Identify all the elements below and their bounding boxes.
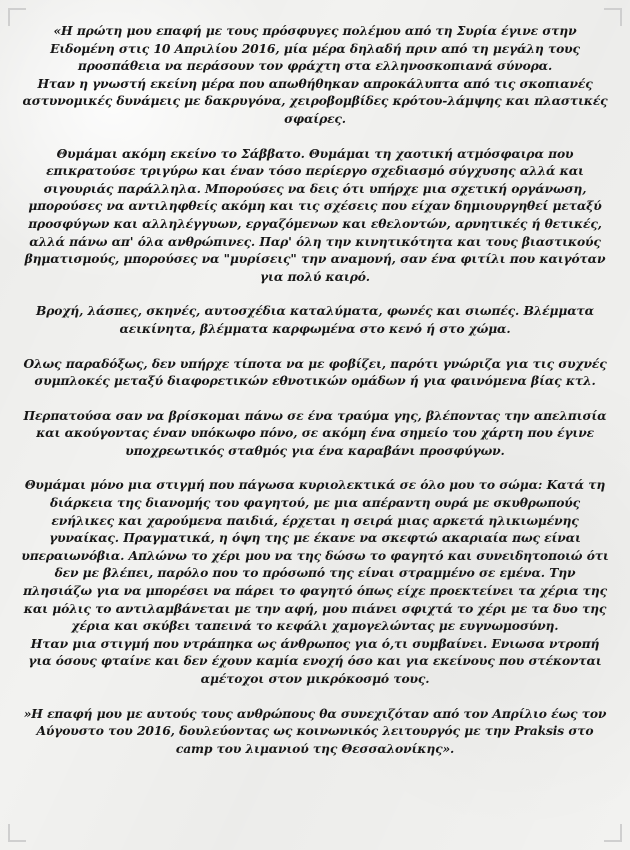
- paragraph-gap: [20, 459, 610, 476]
- paragraph-gap: [20, 285, 610, 302]
- paragraph-gap: [20, 688, 610, 705]
- article-text: [20, 22, 610, 757]
- paragraph-no-fear: Ολως παραδόξως, δεν υπήρχε τίποτα να με φοβίζει, παρότι γνώριζα για τις συχνές συμπλοκές μεταξύ διαφορετικών εθνοτικών ομάδων ή για φαινόμενα βίας κτλ.: [23, 355, 607, 389]
- paragraph-closing: »Η επαφή μου με αυτούς τους ανθρώπους θα συνεχιζόταν από τον Απρίλιο έως τον Αύγουστο του 2016, δουλεύοντας ως κοινωνικός λειτουργός με την Praksis στο camp του λιμανιού της Θεσσαλονίκης».: [23, 705, 607, 756]
- paragraph-gap: [20, 338, 610, 355]
- paragraph-shame: Ηταν μια στιγμή που ντράπηκα ως άνθρωπος για ό,τι συμβαίνει. Ενιωσα ντροπή για όσους φταίνε και δεν έχουν καμία ενοχή όσο και για εκείνους που στέκονται αμέτοχοι στον μικρόκοσμό τους.: [28, 635, 602, 686]
- paragraph-gap: [20, 390, 610, 407]
- paragraph-gap: [20, 128, 610, 145]
- corner-mark-bottom-left: [8, 824, 26, 842]
- paragraph-saturday: Θυμάμαι ακόμη εκείνο το Σάββατο. Θυμάμαι τη χαοτική ατμόσφαιρα που επικρατούσε τριγύρω και έναν τόσο περίεργο σχεδιασμό σύγχυσης αλλά και σιγουριάς παράλληλα. Μπορούσες να δεις ότι υπήρχε μια σχετική οργάνωση, μπορούσες να αντιληφθείς ακόμη και τις σχέσεις που είχαν δημιουργηθεί μεταξύ προσφύγων και αλληλέγγυων, εργαζόμενων και εθελοντών, αρνητικές ή θετικές, αλλά πάνω απ' όλα ανθρώπινες. Παρ' όλη την κινητικότητα και τους βιαστικούς βηματισμούς, μπορούσες να "μυρίσεις" την αναμονή, σαν ένα φιτίλι που καιγόταν για πολύ καιρό.: [24, 145, 606, 284]
- paragraph-moment: Θυμάμαι μόνο μια στιγμή που πάγωσα κυριολεκτικά σε όλο μου το σώμα: Κατά τη διάρκεια της διανομής του φαγητού, με μια απέραντη ουρά με σκυθρωπούς ενήλικες και χαρούμενα παιδιά, έρχεται η σειρά μιας αρκετά ηλικιωμένης γυναίκας. Πραγματικά, η όψη της με έκανε να σκεφτώ ακαριαία πως είναι υπεραιωνόβια. Απλώνω το χέρι μου να της δώσω το φαγητό και συνειδητοποιώ ότι δεν με βλέπει, παρόλο που το πρόσωπό της είναι στραμμένο σε εμένα. Την πλησιάζω για να μπορέσει να πάρει το φαγητό όπως είχε προεκτείνει τα χέρια της και μόλις το αντιλαμβάνεται με την αφή, μου πιάνει σφιχτά το χέρι με τα δυο της χέρια και σκύβει ταπεινά το κεφάλι χαμογελώντας με ευγνωμοσύνη.: [21, 477, 609, 634]
- paragraph-intro: «Η πρώτη μου επαφή με τους πρόσφυγες πολέμου από τη Συρία έγινε στην Ειδομένη στις 10 Απριλίου 2016, μία μέρα δηλαδή πριν από τη μεγάλη τους προσπάθεια να περάσουν τον φράχτη στα ελληνοσκοπιανά σύνορα.: [50, 23, 580, 74]
- corner-mark-bottom-right: [604, 824, 622, 842]
- paragraph-rain: Βροχή, λάσπες, σκηνές, αυτοσχέδια καταλύματα, φωνές και σιωπές. Βλέμματα αεικίνητα, βλέμματα καρφωμένα στο κενό ή στο χώμα.: [36, 303, 594, 336]
- paragraph-trauma: Περπατούσα σαν να βρίσκομαι πάνω σε ένα τραύμα γης, βλέποντας την απελπισία και ακούγοντας έναν υπόκωφο πόνο, σε ακόμη ένα σημείο του χάρτη που έγινε υποχρεωτικός σταθμός για ένα καραβάνι προσφύγων.: [23, 407, 607, 458]
- paragraph-pushback: Ηταν η γνωστή εκείνη μέρα που απωθήθηκαν απροκάλυπτα από τις σκοπιανές αστυνομικές δυνάμεις με δακρυγόνα, χειροβομβίδες κρότου-λάμψης και πλαστικές σφαίρες.: [22, 75, 608, 126]
